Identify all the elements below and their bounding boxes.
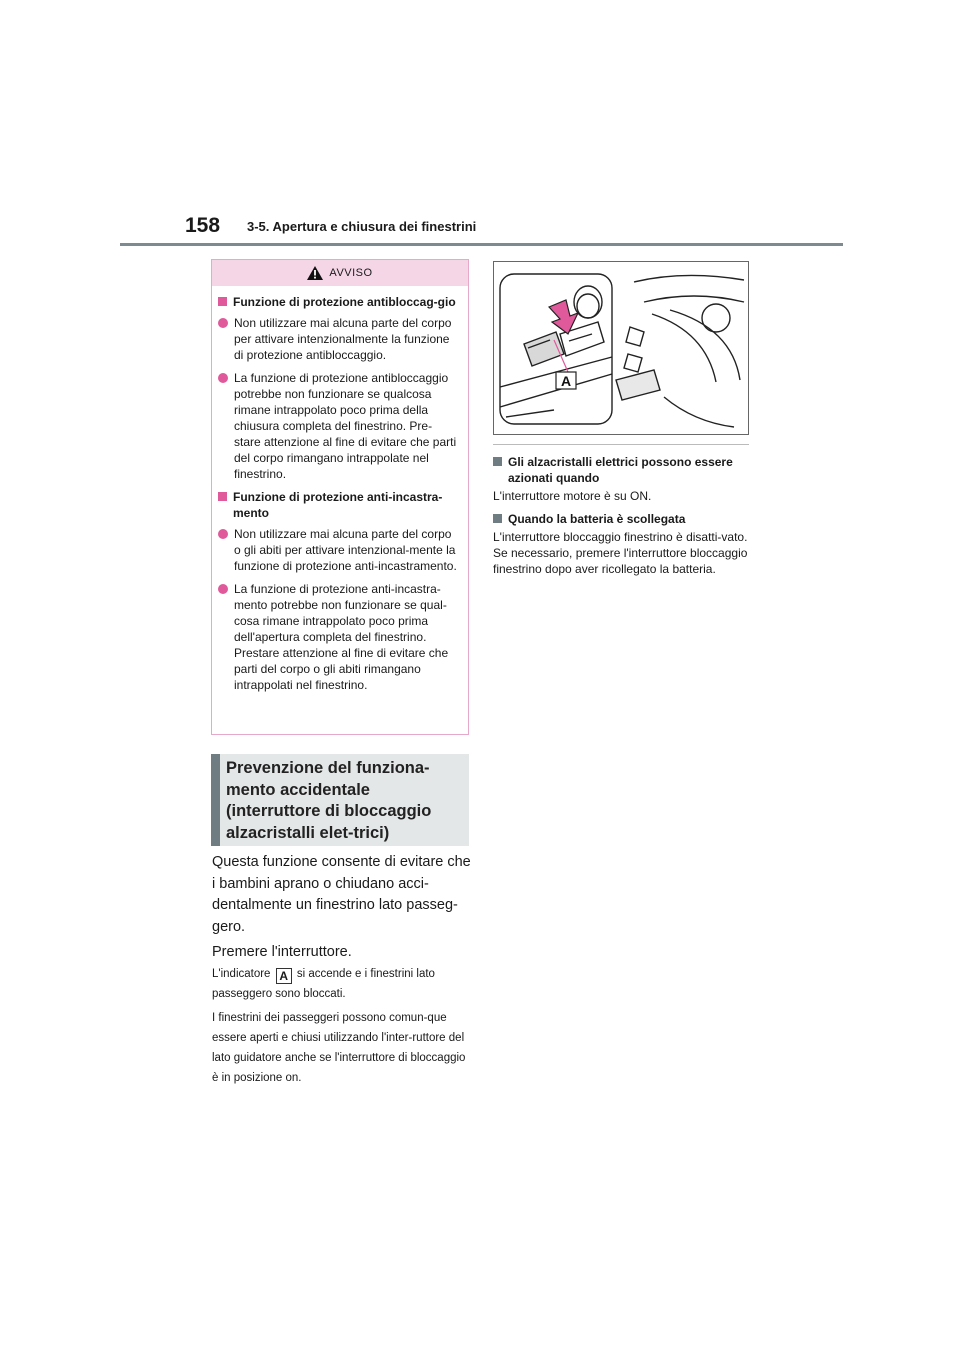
circle-bullet-icon bbox=[218, 529, 228, 539]
warning-item: Non utilizzare mai alcuna parte del corpo o gli abiti per attivare intenzional-mente la funzione di protezione anti-incastramento. bbox=[218, 526, 458, 574]
warning-body bbox=[212, 286, 468, 693]
section-title: 3-5. Apertura e chiusura dei finestrini bbox=[247, 219, 477, 234]
warning-section-heading: Funzione di protezione anti-incastra-mento bbox=[218, 489, 458, 521]
body-paragraph: Questa funzione consente di evitare che i bambini aprano o chiudano acci-dentalmente un finestrino lato passeg-gero. bbox=[212, 854, 471, 935]
note-text: L'interruttore motore è su ON. bbox=[493, 489, 652, 503]
body-text-lower bbox=[212, 964, 474, 1088]
body-paragraph: I finestrini dei passeggeri possono comun-que essere aperti e chiusi utilizzando l'inter-ruttore del lato guidatore anche se l'interruttore di bloccaggio è in posizione on. bbox=[212, 1012, 466, 1084]
square-bullet-icon bbox=[493, 514, 502, 523]
body-paragraph: Premere l'interruttore. bbox=[212, 944, 352, 960]
warning-item: La funzione di protezione anti-incastra-mento potrebbe non funzionare se qual-cosa rimane intrappolato poco prima dell'apertura completa del finestrino. Prestare attenzione al fine di evitare che parti del corpo o gli abiti rimangano intrappolati nel finestrino. bbox=[218, 581, 458, 693]
circle-bullet-icon bbox=[218, 318, 228, 328]
warning-item: Non utilizzare mai alcuna parte del corpo per attivare intenzionalmente la funzione di protezione antibloccaggio. bbox=[218, 315, 458, 363]
warning-triangle-icon bbox=[307, 266, 323, 280]
square-bullet-icon bbox=[493, 457, 502, 466]
warning-header bbox=[212, 260, 468, 286]
callout-badge-a: A bbox=[276, 968, 292, 984]
door-panel-illustration bbox=[494, 262, 748, 434]
heading-bar bbox=[211, 754, 220, 846]
warning-title: AVVISO bbox=[329, 267, 373, 279]
page-number: 158 bbox=[185, 214, 221, 237]
square-bullet-icon bbox=[218, 297, 227, 306]
circle-bullet-icon bbox=[218, 584, 228, 594]
note-text: L'interruttore bloccaggio finestrino è disatti-vato. Se necessario, premere l'interruttore bloccaggio finestrino dopo aver ricollegato la batteria. bbox=[493, 530, 748, 576]
circle-bullet-icon bbox=[218, 373, 228, 383]
subsection-heading: Prevenzione del funziona-mento accidentale (interruttore di bloccaggio alzacristalli elet-trici) bbox=[226, 759, 432, 842]
switch-illustration bbox=[493, 261, 749, 435]
indicator-paragraph: L'indicatore A si accende e i finestrini lato passeggero sono bloccati. bbox=[212, 968, 435, 1000]
header-rule bbox=[120, 243, 843, 246]
figure-rule bbox=[493, 444, 749, 445]
note-heading: Gli alzacristalli elettrici possono essere azionati quando bbox=[493, 454, 755, 486]
notes-column bbox=[493, 454, 755, 584]
note-heading: Quando la batteria è scollegata bbox=[493, 511, 755, 527]
body-text-upper bbox=[212, 852, 474, 964]
warning-box bbox=[211, 259, 469, 735]
warning-section-heading: Funzione di protezione antibloccag-gio bbox=[218, 294, 458, 310]
warning-item: La funzione di protezione antibloccaggio potrebbe non funzionare se qualcosa rimane intrappolato poco prima della chiusura completa del finestrino. Pre-stare attenzione al fine di evitare che parti del corpo rimangano intrappolate nel finestrino. bbox=[218, 370, 458, 482]
callout-label-a: A bbox=[560, 373, 572, 389]
square-bullet-icon bbox=[218, 492, 227, 501]
subsection-heading-box bbox=[211, 754, 469, 846]
